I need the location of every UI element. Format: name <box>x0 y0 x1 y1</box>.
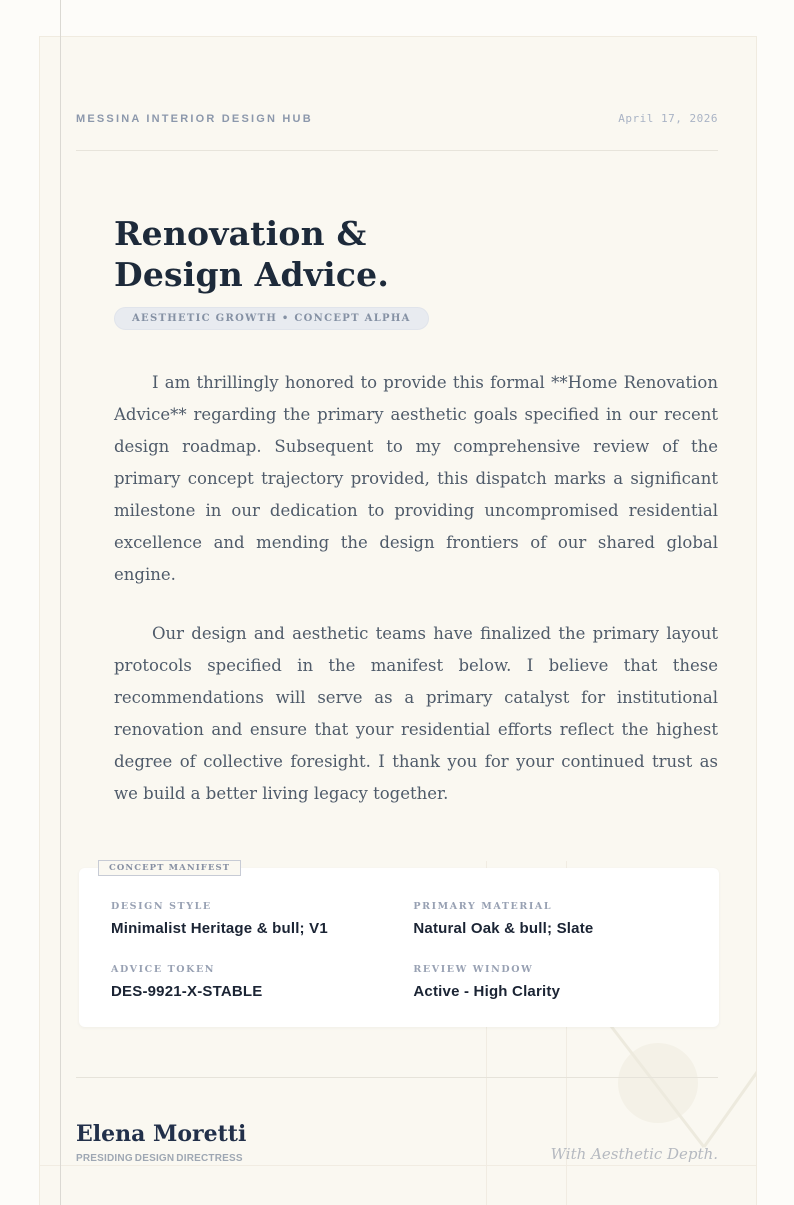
status-badge: AESTHETIC GROWTH • CONCEPT ALPHA <box>114 307 429 330</box>
brand-name: MESSINA INTERIOR DESIGN HUB <box>76 113 313 125</box>
signatory-role: PRESIDING DESIGN DIRECTRESS <box>76 1153 243 1164</box>
signatory-name: Elena Moretti <box>76 1121 247 1147</box>
concept-manifest-section <box>76 857 718 1027</box>
page-title <box>114 213 718 295</box>
field-label: ADVICE TOKEN <box>111 964 216 975</box>
manifest-field-review-window <box>413 965 687 1000</box>
body-paragraph-1: I am thrillingly honored to provide this formal **Home Renovation Advice** regarding the primary aesthetic goals specified in our recent design roadmap. Subsequent to my comprehensive review of the primary concept trajectory provided, this dispatch marks a significant milestone in our dedication to providing uncompromised residential excellence and mending the design frontiers of our shared global engine. <box>114 373 718 584</box>
signature-block <box>76 1077 718 1164</box>
body-paragraph-2: Our design and aesthetic teams have finalized the primary layout protocols specified in the manifest below. I believe that these recommendations will serve as a primary catalyst for institutional renovation and ensure that your residential efforts reflect the highest degree of collective foresight. I thank you for your continued trust as we build a better living legacy together. <box>114 624 718 803</box>
field-value: DES-9921-X-STABLE <box>111 983 263 1000</box>
field-value: Natural Oak & bull; Slate <box>413 920 594 937</box>
page-left-rule <box>60 0 61 1205</box>
page-title-line1: Renovation & <box>114 214 367 253</box>
document-panel <box>39 36 757 1205</box>
manifest-card <box>79 868 719 1027</box>
letterhead-divider <box>76 150 718 151</box>
field-value: Minimalist Heritage & bull; V1 <box>111 920 328 937</box>
field-label: PRIMARY MATERIAL <box>413 901 553 912</box>
document-content <box>40 37 756 1205</box>
field-label: REVIEW WINDOW <box>413 964 534 975</box>
manifest-field-design-style <box>111 902 413 937</box>
signatory <box>76 1122 246 1164</box>
manifest-tag: CONCEPT MANIFEST <box>98 860 241 876</box>
field-value: Active - High Clarity <box>413 983 561 1000</box>
manifest-field-primary-material <box>413 902 687 937</box>
manifest-field-advice-token <box>111 965 413 1000</box>
page-title-line2: Design Advice. <box>114 255 390 294</box>
letterhead <box>76 37 718 125</box>
document-date: April 17, 2026 <box>618 112 718 125</box>
signature-tagline: With Aesthetic Depth. <box>550 1145 718 1163</box>
field-label: DESIGN STYLE <box>111 901 212 912</box>
